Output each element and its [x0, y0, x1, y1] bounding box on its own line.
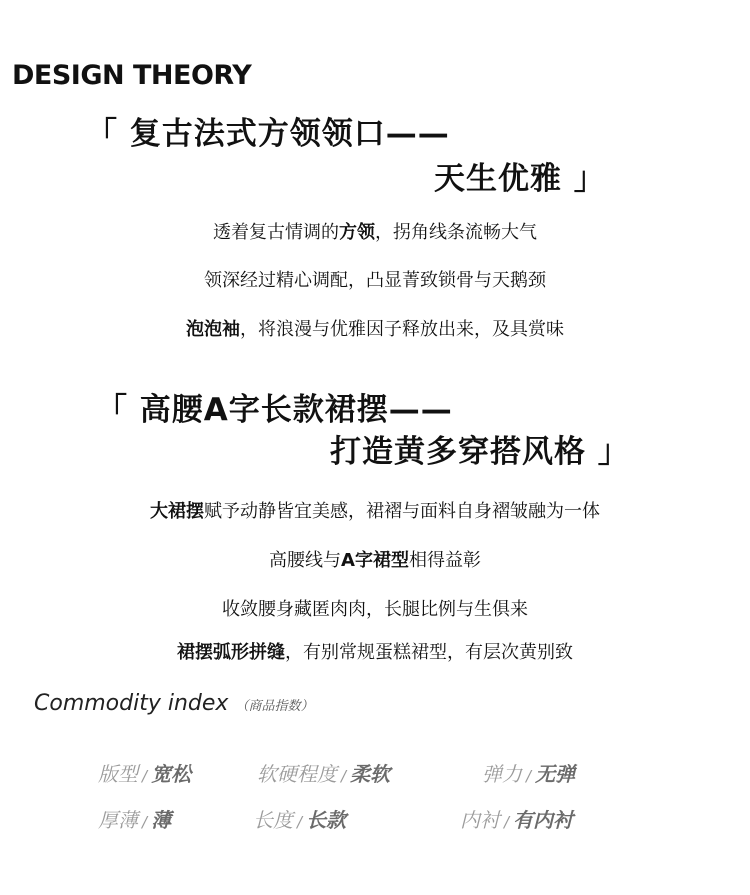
paragraph-segment: 相得益彰	[408, 550, 481, 571]
paragraph-segment: ，有别常规蛋糕裙型，有层次黄别致	[285, 642, 573, 663]
index-separator: /	[341, 767, 347, 785]
index-value: 有内衬	[513, 808, 574, 832]
index-label: 厚薄	[98, 808, 138, 832]
section1-headline-line1: 「 复古法式方领领口——	[86, 116, 450, 152]
design-theory-title: DESIGN THEORY	[12, 60, 252, 91]
section1-paragraph	[0, 266, 750, 292]
index-separator: /	[142, 767, 148, 785]
paragraph-segment: 高腰线与	[269, 550, 342, 571]
paragraph-segment: 赋予动静皆宜美感，裙褶与面料自身褶皱融为一体	[204, 501, 600, 522]
index-separator: /	[297, 813, 303, 831]
index-item-length	[253, 804, 346, 833]
section2-headline-line1: 「 高腰A字长款裙摆——	[96, 392, 453, 428]
paragraph-highlight: 方领	[339, 222, 375, 243]
commodity-index-heading	[34, 691, 313, 716]
section1-paragraph	[0, 315, 750, 341]
index-label: 版型	[98, 762, 138, 786]
paragraph-segment: 透着复古情调的	[213, 222, 339, 243]
paragraph-highlight: 泡泡袖	[186, 319, 240, 340]
index-label: 软硬程度	[257, 762, 337, 786]
section2-headline-line2: 打造黄多穿搭风格 」	[330, 434, 630, 470]
paragraph-highlight: 裙摆弧形拼缝	[177, 642, 285, 663]
index-value: 无弹	[535, 762, 576, 786]
index-item-thickness	[98, 804, 171, 833]
section1-paragraph	[0, 218, 750, 244]
paragraph-segment: 领深经过精心调配，凸显菁致锁骨与天鹅颈	[204, 270, 546, 291]
section2-paragraph	[0, 497, 750, 523]
index-separator: /	[504, 813, 510, 831]
index-separator: /	[526, 767, 532, 785]
index-item-softness	[257, 758, 390, 787]
section2-paragraph	[0, 638, 750, 664]
paragraph-highlight: 大裙摆	[150, 501, 204, 522]
index-value: 宽松	[151, 762, 192, 786]
section1-headline-line2: 天生优雅 」	[434, 161, 606, 197]
index-item-lining	[460, 804, 573, 833]
paragraph-highlight: A字裙型	[341, 550, 409, 571]
index-value: 薄	[151, 808, 172, 832]
index-separator: /	[142, 813, 148, 831]
index-value: 长款	[306, 808, 347, 832]
paragraph-segment: ，拐角线条流畅大气	[375, 222, 537, 243]
index-item-elasticity	[482, 758, 575, 787]
section2-paragraph	[0, 595, 750, 621]
index-label: 弹力	[482, 762, 522, 786]
index-label: 内衬	[460, 808, 500, 832]
paragraph-segment: 收敛腰身藏匿肉肉，长腿比例与生俱来	[222, 599, 528, 620]
commodity-index-title: Commodity index	[34, 691, 229, 716]
index-label: 长度	[253, 808, 293, 832]
paragraph-segment: ，将浪漫与优雅因子释放出来，及具赏味	[240, 319, 564, 340]
commodity-index-subtitle: （商品指数）	[235, 699, 314, 714]
index-value: 柔软	[350, 762, 391, 786]
section2-paragraph	[0, 546, 750, 572]
index-item-fit	[98, 758, 191, 787]
